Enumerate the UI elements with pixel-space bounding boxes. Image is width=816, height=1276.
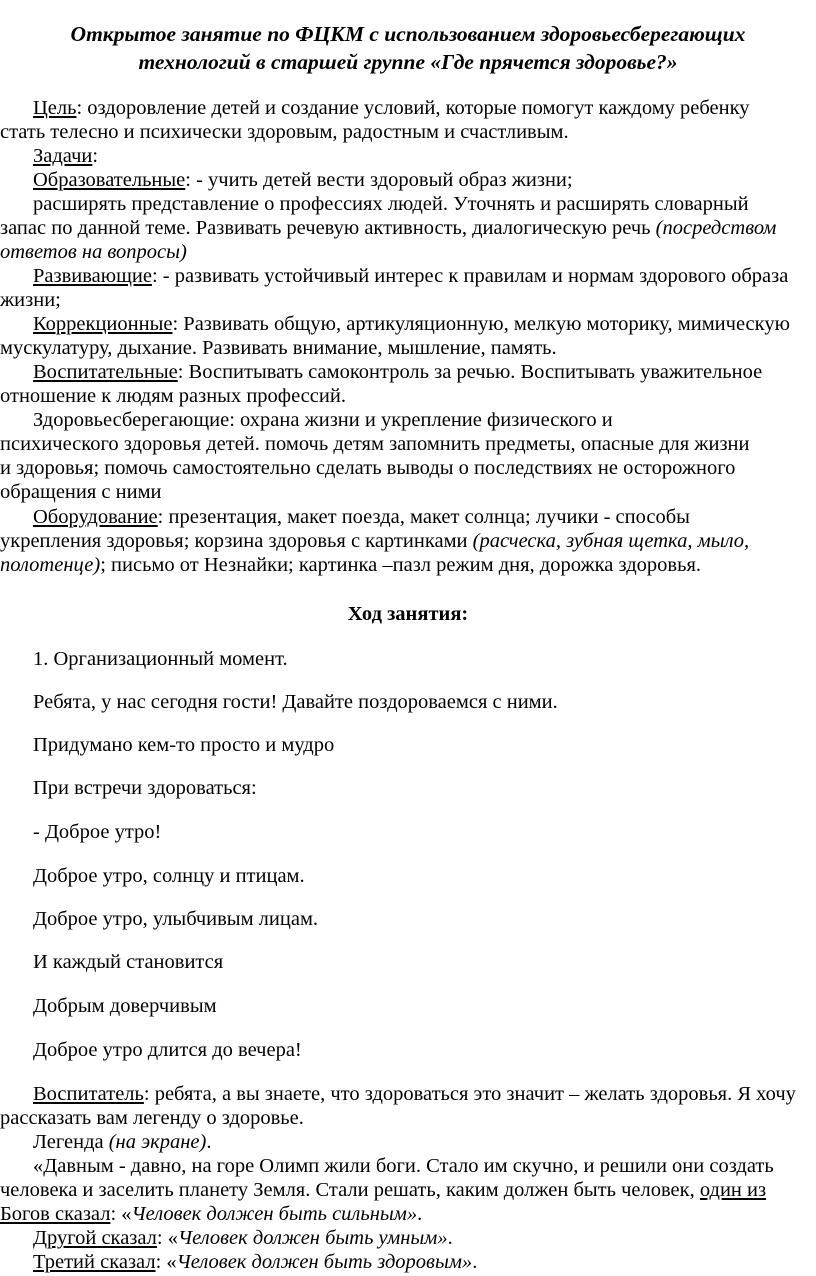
story-line-3: Богов сказал: «Человек должен быть сильным». (0, 1203, 423, 1225)
edu-line-1: Образовательные: - учить детей вести здоровый образ жизни; (33, 169, 573, 191)
poem-line: 1. Организационный момент. (33, 648, 288, 670)
dev-line-1: Развивающие: - развивать устойчивый интерес к правилам и нормам здорового образа (33, 265, 789, 287)
legend-line: Легенда (на экране). (33, 1131, 212, 1153)
poem-line: При встречи здороваться: (33, 777, 257, 799)
poem-line: Доброе утро, солнцу и птицам. (33, 865, 305, 887)
dev-line-2: жизни; (0, 289, 61, 311)
story-line-4: Другой сказал: «Человек должен быть умным». (33, 1227, 453, 1249)
story-line-1: «Давным - давно, на горе Олимп жили боги. Стало им скучно, и решили они создать (33, 1155, 774, 1177)
health-line-4: обращения с ними (0, 481, 162, 503)
upbringing-label: Воспитательные (33, 361, 178, 383)
equipment-label: Оборудование (33, 506, 158, 528)
title-line-2: технологий в старшей группе «Где прячется здоровье?» (138, 50, 678, 74)
health-line-2: психического здоровья детей. помочь детям запомнить предметы, опасные для жизни (0, 433, 750, 455)
poem-line: - Доброе утро! (33, 821, 162, 843)
poem-line: Придумано кем-то просто и мудро (33, 734, 335, 756)
upbringing-line-2: отношение к людям разных профессий. (0, 385, 346, 407)
document-title (0, 20, 816, 76)
health-line-1: Здоровьесберегающие: охрана жизни и укрепление физического и (33, 409, 613, 431)
edu-line-4: ответов на вопросы) (0, 241, 187, 263)
tasks-heading: Задачи: (33, 145, 99, 167)
teacher-line-1: Воспитатель: ребята, а вы знаете, что здороваться это значит – желать здоровья. Я хочу (33, 1083, 796, 1105)
goal-label: Цель (33, 97, 77, 119)
upbringing-line-1: Воспитательные: Воспитывать самоконтроль за речью. Воспитывать уважительное (33, 361, 763, 383)
edu-line-3: запас по данной теме. Развивать речевую активность, диалогическую речь (посредством (0, 217, 777, 239)
poem-line: Доброе утро, улыбчивым лицам. (33, 908, 319, 930)
teacher-line-2: рассказать вам легенду о здоровье. (0, 1107, 304, 1129)
goal-line-2: стать телесно и психически здоровым, радостным и счастливым. (0, 121, 569, 143)
equipment-line-2: укрепления здоровья; корзина здоровья с картинками (расческа, зубная щетка, мыло, (0, 530, 750, 552)
goal-line-1: Цель: оздоровление детей и создание условий, которые помогут каждому ребенку (33, 97, 750, 119)
equipment-line-3: полотенце); письмо от Незнайки; картинка –пазл режим дня, дорожка здоровья. (0, 554, 701, 576)
title-line-1: Открытое занятие по ФЦКМ с использованием здоровьесберегающих (70, 22, 746, 46)
equipment-line-1: Оборудование: презентация, макет поезда, макет солнца; лучики - способы (33, 506, 690, 528)
corr-line-2: мускулатуру, дыхание. Развивать внимание, мышление, память. (0, 337, 557, 359)
corr-label: Коррекционные (33, 313, 173, 335)
poem-line: Доброе утро длится до вечера! (33, 1039, 302, 1061)
health-line-3: и здоровья; помочь самостоятельно сделать выводы о последствиях не осторожного (0, 457, 736, 479)
story-line-5: Третий сказал: «Человек должен быть здоровым». (33, 1251, 478, 1273)
story-line-2: человека и заселить планету Земля. Стали решать, каким должен быть человек, один из (0, 1179, 767, 1201)
poem-line: Добрым доверчивым (33, 995, 217, 1017)
corr-line-1: Коррекционные: Развивать общую, артикуляционную, мелкую моторику, мимическую (33, 313, 790, 335)
dev-label: Развивающие (33, 265, 152, 287)
poem-line: Ребята, у нас сегодня гости! Давайте поздороваемся с ними. (33, 691, 558, 713)
course-heading: Ход занятия: (347, 603, 469, 625)
poem-line: И каждый становится (33, 951, 224, 973)
teacher-label: Воспитатель (33, 1083, 144, 1105)
edu-label: Образовательные (33, 169, 186, 191)
edu-line-2: расширять представление о профессиях людей. Уточнять и расширять словарный (33, 193, 749, 215)
